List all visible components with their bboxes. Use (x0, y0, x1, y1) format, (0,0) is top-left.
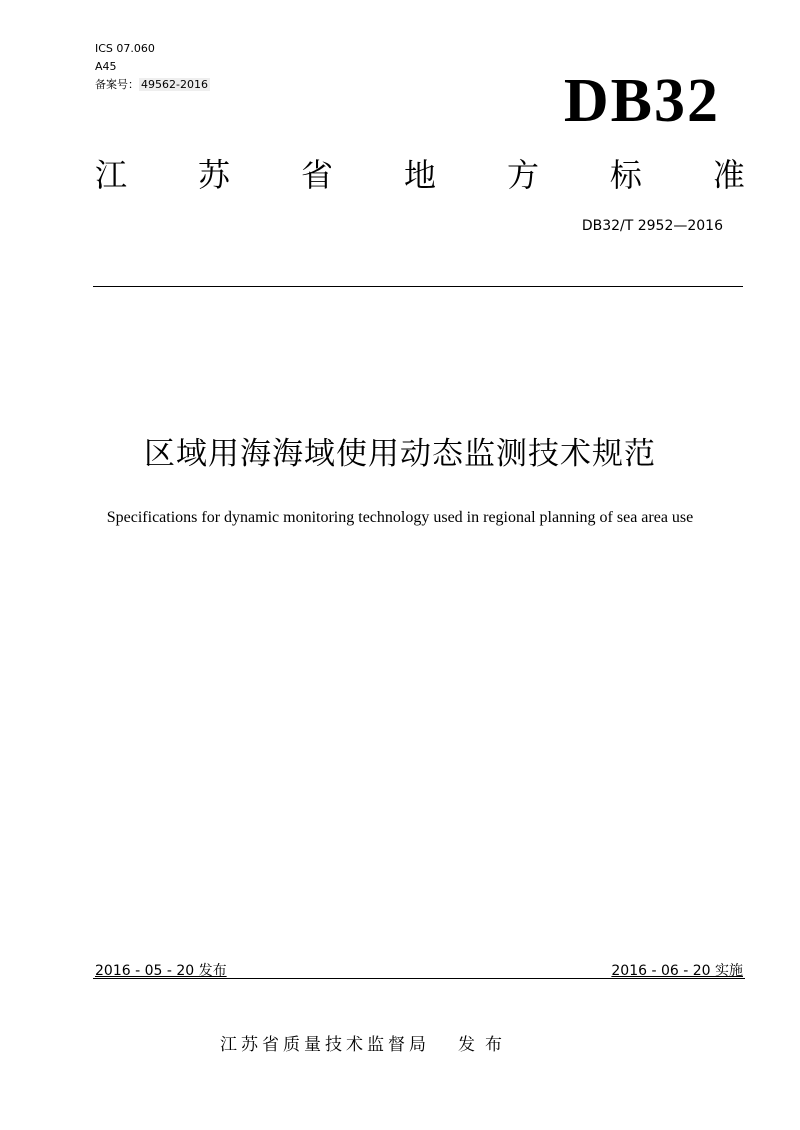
issuer-name: 江苏省质量技术监督局 (220, 1035, 430, 1055)
filing-record (95, 76, 210, 94)
ics-code: ICS 07.060 (95, 42, 155, 55)
classification-block (95, 40, 210, 94)
standard-number: DB32/T 2952—2016 (581, 218, 723, 234)
classification-code: A45 (95, 60, 117, 73)
issuer-line (220, 1030, 512, 1055)
header-divider (93, 286, 743, 287)
issue-label: 发布 (458, 1035, 512, 1055)
standard-code: DB32 (563, 67, 720, 135)
filing-number: 49562-2016 (141, 78, 208, 91)
standard-type-char: 省 (300, 156, 333, 194)
standard-type-title (95, 155, 745, 195)
document-title-zh: 区域用海海域使用动态监测技术规范 (144, 436, 656, 472)
publish-date: 2016 - 05 - 20 发布 (95, 963, 227, 979)
standard-type-char: 标 (609, 156, 642, 194)
standard-type-char: 地 (403, 156, 436, 194)
filing-label: 备案号： (95, 78, 139, 91)
standard-type-char: 准 (712, 156, 745, 194)
standard-type-char: 江 (95, 156, 128, 194)
standard-type-char: 苏 (197, 156, 230, 194)
effective-date: 2016 - 06 - 20 实施 (611, 963, 743, 979)
footer-divider (93, 978, 745, 979)
document-title-en: Specifications for dynamic monitoring technology used in regional planning of sea area use (106, 509, 694, 526)
standard-type-char: 方 (506, 156, 539, 194)
